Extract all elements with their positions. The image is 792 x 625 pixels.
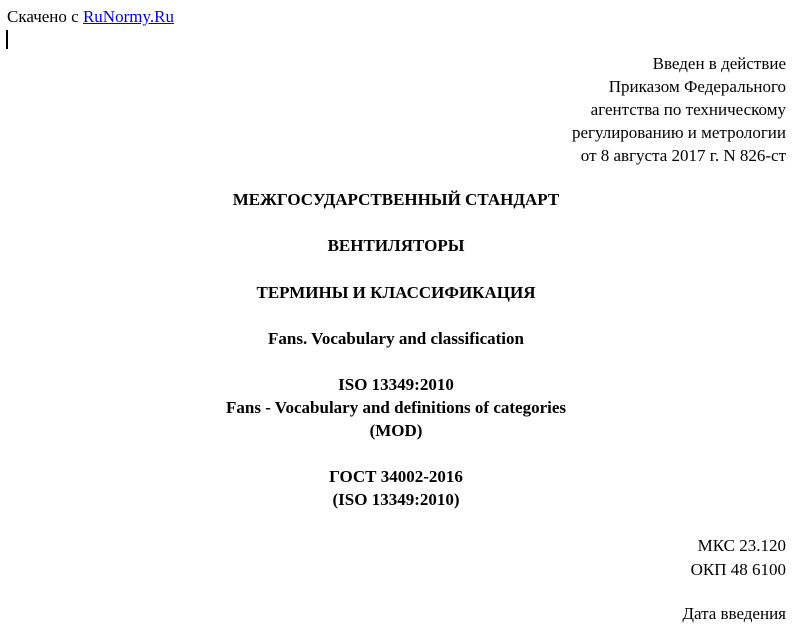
source-link[interactable]: RuNormy.Ru: [82, 7, 174, 26]
intro-line: агентства по техническому: [590, 100, 786, 119]
source-prefix: Скачено с: [7, 7, 79, 26]
intro-line: Приказом Федерального: [608, 77, 786, 96]
introduction-block: [572, 52, 786, 167]
intro-line: регулированию и метрологии: [571, 123, 786, 142]
source-line: [7, 6, 174, 27]
iso-reference: ISO 13349:2010: [338, 375, 454, 394]
text-cursor: [6, 30, 8, 49]
english-title: Fans. Vocabulary and classification: [268, 329, 524, 348]
standard-type-heading: МЕЖГОСУДАРСТВЕННЫЙ СТАНДАРТ: [232, 190, 560, 209]
classification-codes: [691, 534, 786, 582]
standard-subtitle-heading: ТЕРМИНЫ И КЛАССИФИКАЦИЯ: [256, 283, 536, 302]
intro-line: Введен в действие: [652, 54, 786, 73]
intro-line: от 8 августа 2017 г. N 826-ст: [580, 146, 786, 165]
iso-mod: (MOD): [369, 421, 423, 440]
standard-name-heading: ВЕНТИЛЯТОРЫ: [327, 236, 465, 255]
okp-code: ОКП 48 6100: [690, 560, 786, 579]
date-introduction-label: Дата введения: [682, 604, 786, 623]
mks-code: МКС 23.120: [697, 536, 786, 555]
gost-number: ГОСТ 34002-2016: [329, 467, 463, 486]
gost-iso-reference: (ISO 13349:2010): [332, 490, 460, 509]
iso-title: Fans - Vocabulary and definitions of categories: [225, 398, 567, 417]
